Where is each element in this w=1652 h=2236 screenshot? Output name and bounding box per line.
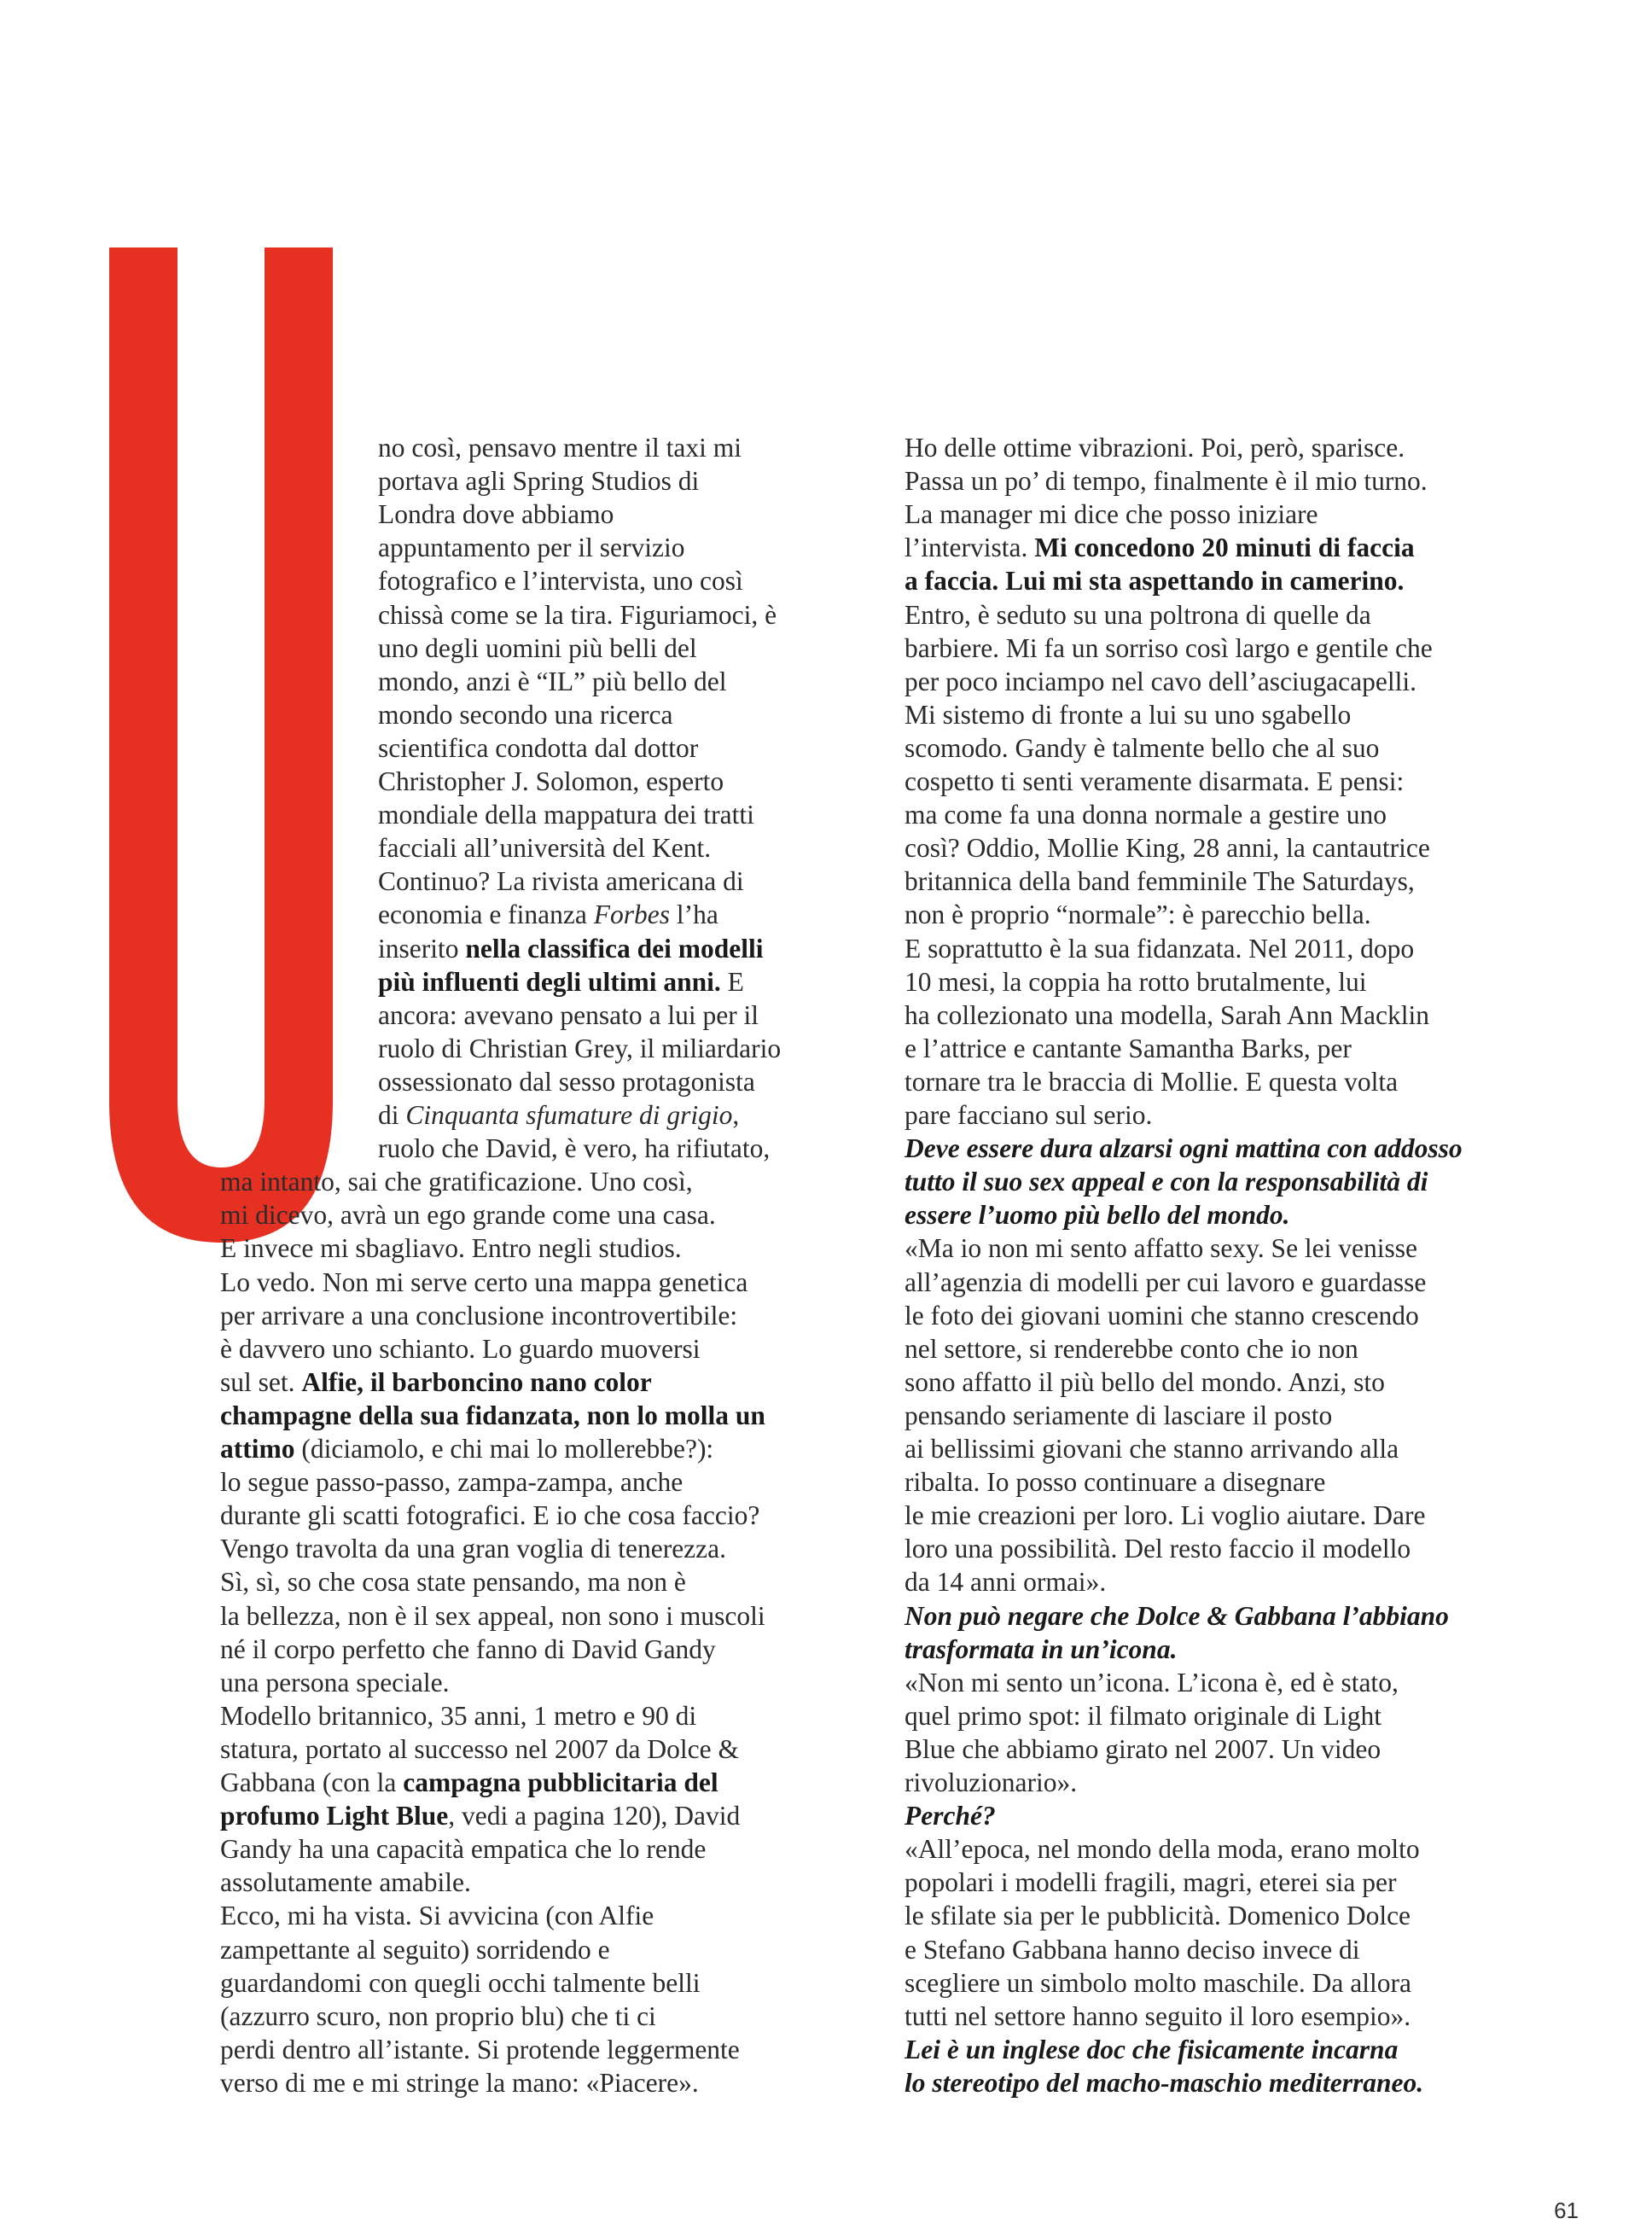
text-run: Gabbana (con la [220, 1767, 404, 1797]
text-line [378, 632, 697, 666]
text-run: Lo vedo. Non mi serve certo una mappa genetica [220, 1266, 748, 1297]
text-run: verso di me e mi stringe la mano: «Piacere». [220, 2067, 699, 2098]
text-line [220, 1799, 740, 1833]
text-line [378, 1065, 755, 1099]
interview-question: trasformata in un’icona. [905, 1633, 1178, 1664]
text-line [378, 598, 777, 632]
text-run: mondo secondo una ricerca [378, 699, 673, 730]
text-run: Ecco, mi ha vista. Si avvicina (con Alfie [220, 1901, 654, 1931]
text-run: uno degli uomini più belli del [378, 632, 697, 663]
interview-question: Non può negare che Dolce & Gabbana l’abbiano [905, 1600, 1449, 1631]
text-line [905, 1766, 1077, 1800]
text-run: Blue che abbiamo girato nel 2007. Un video [905, 1733, 1382, 1764]
text-run: , vedi a pagina 120), David [448, 1801, 741, 1831]
text-line [905, 1666, 1399, 1700]
text-line [220, 2033, 740, 2067]
text-line [378, 798, 754, 832]
text-line [378, 765, 724, 799]
text-run: ma come fa una donna normale a gestire uno [905, 800, 1387, 830]
text-line [378, 932, 763, 966]
text-run: Vengo travolta da una gran voglia di tenerezza. [220, 1534, 726, 1564]
text-run: pensando seriamente di lasciare il posto [905, 1400, 1333, 1430]
text-run: non è proprio “normale”: è parecchio bella. [905, 900, 1371, 930]
text-line [905, 1332, 1358, 1366]
text-run: ha collezionato una modella, Sarah Ann Macklin [905, 999, 1429, 1030]
text-run: ancora: avevano pensato a lui per il [378, 999, 759, 1030]
text-line [220, 2000, 656, 2034]
text-line [378, 965, 744, 999]
text-line [905, 598, 1371, 632]
text-line [220, 1532, 726, 1566]
text-line [905, 1399, 1332, 1433]
text-line [220, 1465, 683, 1499]
text-run: ruolo di Christian Grey, il miliardario [378, 1033, 782, 1063]
text-run: per poco inciampo nel cavo dell’asciugacapelli. [905, 666, 1416, 696]
text-run: nel settore, si renderebbe conto che io non [905, 1333, 1358, 1364]
text-run: le sfilate sia per le pubblicità. Domenico Dolce [905, 1901, 1411, 1931]
text-run: così? Oddio, Mollie King, 28 anni, la cantautrice [905, 833, 1430, 864]
text-run: Forbes [593, 900, 670, 930]
interview-question: tutto il suo sex appeal e con la responsabilità di [905, 1167, 1428, 1197]
interview-question: Perché? [905, 1801, 996, 1831]
text-run: statura, portato al successo nel 2007 da Dolce & [220, 1733, 739, 1764]
text-line [905, 999, 1429, 1033]
text-run: campagna pubblicitaria del [403, 1767, 718, 1797]
text-run: ossessionato dal sesso protagonista [378, 1066, 755, 1097]
text-run: loro una possibilità. Del resto faccio il modello [905, 1534, 1411, 1564]
text-run: facciali all’università del Kent. [378, 833, 712, 864]
text-line [905, 564, 1404, 598]
text-line [220, 1699, 696, 1733]
text-run: le foto dei giovani uomini che stanno crescendo [905, 1300, 1419, 1331]
text-run: ribalta. Io posso continuare a disegnare [905, 1467, 1326, 1498]
text-line [905, 1132, 1463, 1166]
text-run: la bellezza, non è il sex appeal, non sono i muscoli [220, 1600, 765, 1631]
text-line [905, 1432, 1399, 1466]
drop-cap-u [102, 239, 340, 1246]
text-run: guardandomi con quegli occhi talmente belli [220, 1967, 701, 1998]
text-run: Christopher J. Solomon, esperto [378, 766, 724, 796]
text-run: di [378, 1100, 406, 1130]
text-line [905, 1565, 1106, 1599]
text-line [905, 1098, 1152, 1133]
text-line [905, 1065, 1398, 1099]
text-line [905, 798, 1387, 832]
text-run: Gandy ha una capacità empatica che lo rende [220, 1834, 707, 1865]
text-line [220, 1399, 765, 1433]
text-line [905, 731, 1379, 766]
text-run: ma intanto, sai che gratificazione. Uno così, [220, 1167, 693, 1197]
text-run: scomodo. Gandy è talmente bello che al suo [905, 732, 1380, 763]
text-run: mondo, anzi è “IL” più bello del [378, 666, 727, 696]
text-run: sul set. [220, 1366, 302, 1397]
text-line [220, 1565, 686, 1599]
text-run: a faccia. Lui mi sta aspettando in camerino. [905, 566, 1405, 597]
text-line [905, 1633, 1177, 1667]
interview-question: lo stereotipo del macho-maschio mediterraneo. [905, 2067, 1424, 2098]
text-line [220, 1165, 693, 1199]
text-line [905, 932, 1414, 966]
text-line [905, 464, 1428, 498]
text-run: fotografico e l’intervista, uno così [378, 566, 743, 597]
text-line [905, 531, 1415, 565]
text-line [378, 665, 727, 699]
text-run: da 14 anni ormai». [905, 1567, 1107, 1598]
drop-cap-u-shape [109, 247, 333, 1243]
text-run: «Non mi sento un’icona. L’icona è, ed è stato, [905, 1667, 1399, 1697]
text-run: scientifica condotta dal dottor [378, 732, 699, 763]
text-line [220, 1432, 713, 1466]
text-line [905, 665, 1416, 699]
text-line [905, 698, 1351, 732]
text-line [220, 1866, 471, 1900]
text-run: pare facciano sul serio. [905, 1100, 1153, 1130]
text-run: Mi concedono 20 minuti di faccia [1034, 533, 1415, 563]
text-line [378, 464, 699, 498]
text-line [905, 765, 1404, 799]
text-line [220, 1633, 716, 1667]
text-line [378, 564, 743, 598]
text-line [905, 1232, 1417, 1266]
text-run: «All’epoca, nel mondo della moda, erano molto [905, 1834, 1420, 1865]
text-line [378, 865, 744, 899]
text-line [220, 1899, 654, 1933]
text-line [378, 999, 759, 1033]
text-line [905, 1365, 1385, 1400]
text-line [220, 1832, 706, 1866]
text-run: no così, pensavo mentre il taxi mi [378, 433, 742, 463]
text-line [220, 1666, 450, 1700]
interview-question: essere l’uomo più bello del mondo. [905, 1200, 1290, 1231]
text-run: tutti nel settore hanno seguito il loro esempio». [905, 2000, 1411, 2031]
text-run: Modello britannico, 35 anni, 1 metro e 90 di [220, 1700, 697, 1731]
text-line [905, 1933, 1360, 1967]
text-run: Entro, è seduto su una poltrona di quelle da [905, 599, 1371, 630]
text-run: l’intervista. [905, 533, 1035, 563]
text-line [905, 2000, 1411, 2034]
text-run: e l’attrice e cantante Samantha Barks, per [905, 1033, 1352, 1063]
text-run: scegliere un simbolo molto maschile. Da allora [905, 1967, 1411, 1998]
text-line [378, 1132, 770, 1166]
text-run: economia e finanza [378, 900, 594, 930]
text-run: assolutamente amabile. [220, 1867, 471, 1898]
text-line [378, 898, 718, 932]
text-line [905, 498, 1318, 532]
text-line [220, 1232, 682, 1266]
text-run: Continuo? La rivista americana di [378, 866, 744, 897]
text-run: zampettante al seguito) sorridendo e [220, 1934, 610, 1965]
text-run: lo segue passo-passo, zampa-zampa, anche [220, 1467, 683, 1498]
text-run: champagne della sua fidanzata, non lo molla un [220, 1400, 765, 1430]
text-run: perdi dentro all’istante. Si protende leggermente [220, 2034, 740, 2064]
text-line [905, 1032, 1352, 1066]
text-run: portava agli Spring Studios di [378, 466, 700, 497]
text-run: (azzurro scuro, non proprio blu) che ti ci [220, 2000, 656, 2031]
text-line [378, 531, 685, 565]
text-run: La manager mi dice che posso iniziare [905, 499, 1318, 530]
text-line [378, 431, 742, 465]
text-line [905, 865, 1415, 899]
text-line [905, 431, 1405, 465]
text-line [905, 1198, 1290, 1232]
text-run: Sì, sì, so che cosa state pensando, ma non è [220, 1567, 686, 1598]
text-run: cospetto ti senti veramente disarmata. E pensi: [905, 766, 1405, 796]
text-line [220, 1299, 737, 1333]
text-line [905, 1499, 1425, 1533]
text-run: E [720, 966, 744, 997]
text-line [905, 2066, 1423, 2100]
text-run: britannica della band femminile The Saturdays, [905, 866, 1415, 897]
text-line [905, 1532, 1411, 1566]
text-line [905, 632, 1433, 666]
text-line [905, 1732, 1381, 1767]
text-line [220, 1933, 610, 1967]
text-run: Mi sistemo di fronte a lui su uno sgabello [905, 699, 1352, 730]
text-run: 10 mesi, la coppia ha rotto brutalmente, lui [905, 966, 1367, 997]
interview-question: Deve essere dura alzarsi ogni mattina con addosso [905, 1133, 1463, 1164]
text-run: «Ma io non mi sento affatto sexy. Se lei venisse [905, 1233, 1418, 1264]
text-line [905, 1866, 1396, 1900]
text-line [905, 1699, 1382, 1733]
text-line [220, 1198, 716, 1232]
text-line [905, 2033, 1398, 2067]
text-run: , [732, 1100, 740, 1130]
text-line [220, 1499, 759, 1533]
text-line [378, 1032, 781, 1066]
text-run: Cinquanta sfumature di grigio [405, 1100, 733, 1130]
text-run: tornare tra le braccia di Mollie. E questa volta [905, 1066, 1399, 1097]
text-run: (diciamolo, e chi mai lo mollerebbe?): [294, 1434, 714, 1464]
text-run: profumo Light Blue [220, 1801, 449, 1831]
text-run: Alfie, il barboncino nano color [301, 1366, 652, 1397]
text-line [220, 2066, 699, 2100]
text-run: attimo [220, 1434, 295, 1464]
text-run: nella classifica dei modelli [465, 933, 764, 964]
text-run: chissà come se la tira. Figuriamoci, è [378, 599, 777, 630]
text-line [905, 898, 1371, 932]
text-line [905, 965, 1366, 999]
text-line [220, 1332, 700, 1366]
text-run: né il corpo perfetto che fanno di David Gandy [220, 1633, 716, 1664]
text-line [220, 1365, 652, 1400]
text-line [905, 1266, 1426, 1300]
text-line [220, 1766, 718, 1800]
text-line [905, 1966, 1411, 2000]
text-line [378, 498, 614, 532]
text-run: le mie creazioni per loro. Li voglio aiutare. Dare [905, 1500, 1426, 1531]
text-run: E invece mi sbagliavo. Entro negli studios. [220, 1233, 682, 1264]
text-line [220, 1599, 765, 1633]
text-run: più influenti degli ultimi anni. [378, 966, 721, 997]
text-run: barbiere. Mi fa un sorriso così largo e gentile che [905, 632, 1433, 663]
text-run: quel primo spot: il filmato originale di Light [905, 1700, 1382, 1731]
text-run: durante gli scatti fotografici. E io che cosa faccio? [220, 1500, 760, 1531]
text-run: Passa un po’ di tempo, finalmente è il mio turno. [905, 466, 1428, 497]
text-run: sono affatto il più bello del mondo. Anzi, sto [905, 1366, 1385, 1397]
text-line [220, 1966, 700, 2000]
text-run: rivoluzionario». [905, 1767, 1078, 1797]
text-line [905, 1899, 1411, 1933]
text-line [905, 1165, 1428, 1199]
text-run: E soprattutto è la sua fidanzata. Nel 2011, dopo [905, 933, 1415, 964]
text-run: l’ha [670, 900, 718, 930]
text-line [905, 1465, 1325, 1499]
text-run: inserito [378, 933, 466, 964]
text-line [378, 731, 698, 766]
text-run: è davvero uno schianto. Lo guardo muoversi [220, 1333, 701, 1364]
text-run: all’agenzia di modelli per cui lavoro e guardasse [905, 1266, 1427, 1297]
text-run: ruolo che David, è vero, ha rifiutato, [378, 1133, 771, 1164]
text-line [378, 831, 711, 865]
text-run: popolari i modelli fragili, magri, eterei sia per [905, 1867, 1397, 1898]
text-run: una persona speciale. [220, 1667, 450, 1697]
text-run: mondiale della mappatura dei tratti [378, 800, 754, 830]
text-run: ai bellissimi giovani che stanno arrivando alla [905, 1434, 1399, 1464]
interview-question: Lei è un inglese doc che fisicamente incarna [905, 2034, 1399, 2064]
text-run: e Stefano Gabbana hanno deciso invece di [905, 1934, 1360, 1965]
text-line [220, 1732, 739, 1767]
text-line [905, 831, 1430, 865]
text-line [905, 1599, 1449, 1633]
text-line [378, 698, 673, 732]
text-run: appuntamento per il servizio [378, 533, 685, 563]
text-run: per arrivare a una conclusione incontrovertibile: [220, 1300, 738, 1331]
text-line [905, 1799, 996, 1833]
text-line [905, 1832, 1420, 1866]
text-run: mi dicevo, avrà un ego grande come una casa. [220, 1200, 716, 1231]
text-run: Londra dove abbiamo [378, 499, 614, 530]
text-line [905, 1299, 1419, 1333]
text-line [378, 1098, 739, 1133]
page-number: 61 [1554, 2198, 1579, 2223]
text-run: Ho delle ottime vibrazioni. Poi, però, sparisce. [905, 433, 1405, 463]
text-line [220, 1266, 747, 1300]
